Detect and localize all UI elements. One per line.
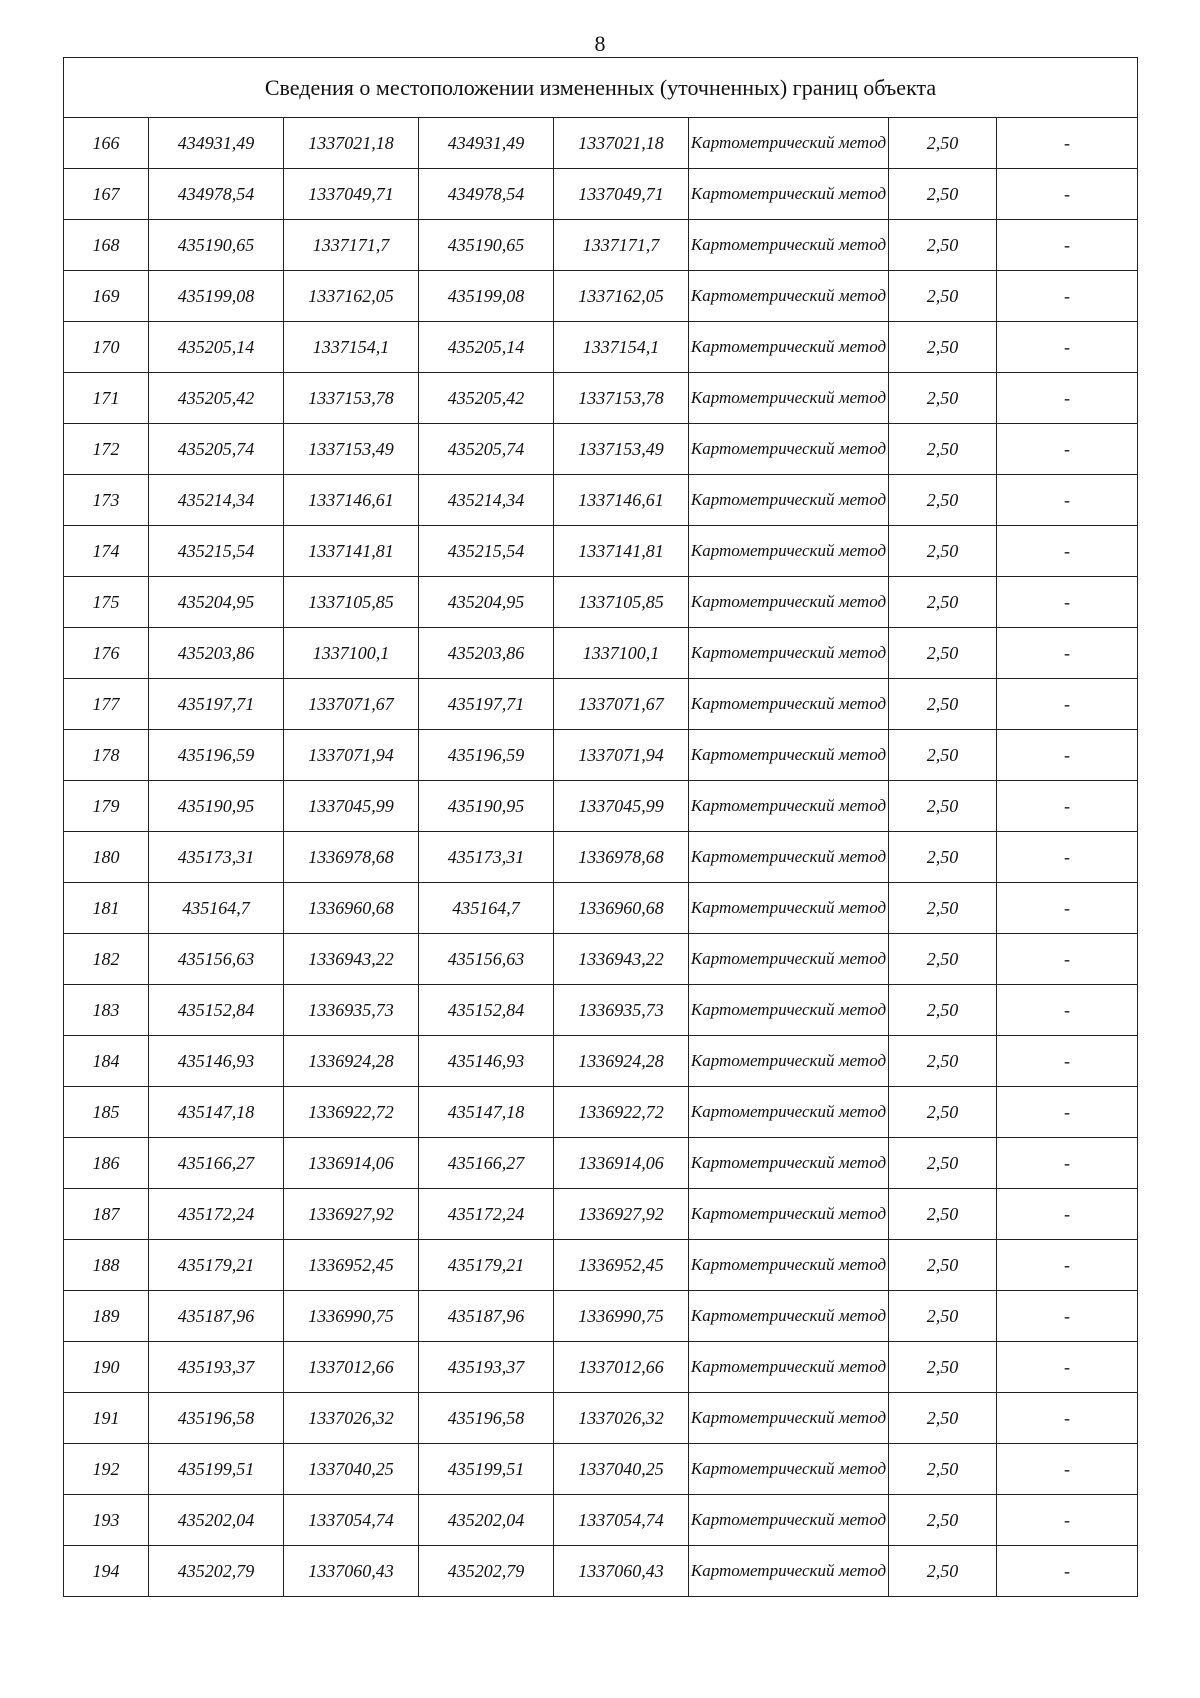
cell-method: Картометрический метод — [689, 475, 889, 526]
table-row — [64, 118, 1138, 169]
cell-x-new: 435199,51 — [419, 1444, 554, 1495]
cell-y-existing: 1336943,22 — [284, 934, 419, 985]
cell-x-existing: 435203,86 — [149, 628, 284, 679]
cell-y-existing: 1337045,99 — [284, 781, 419, 832]
cell-y-new: 1337171,7 — [554, 220, 689, 271]
cell-accuracy: 2,50 — [889, 1087, 997, 1138]
cell-y-new: 1336914,06 — [554, 1138, 689, 1189]
cell-x-existing: 435202,79 — [149, 1546, 284, 1597]
cell-point-number: 189 — [64, 1291, 149, 1342]
table-row — [64, 526, 1138, 577]
cell-y-existing: 1337154,1 — [284, 322, 419, 373]
cell-x-existing: 435173,31 — [149, 832, 284, 883]
cell-accuracy: 2,50 — [889, 1189, 997, 1240]
cell-point-number: 190 — [64, 1342, 149, 1393]
table-row — [64, 1393, 1138, 1444]
cell-method: Картометрический метод — [689, 1138, 889, 1189]
table-row — [64, 1342, 1138, 1393]
table-row — [64, 1291, 1138, 1342]
cell-y-existing: 1337153,49 — [284, 424, 419, 475]
cell-x-new: 435156,63 — [419, 934, 554, 985]
table-row — [64, 883, 1138, 934]
cell-description: - — [997, 1240, 1138, 1291]
table-row — [64, 1495, 1138, 1546]
cell-y-new: 1337071,94 — [554, 730, 689, 781]
cell-method: Картометрический метод — [689, 424, 889, 475]
cell-description: - — [997, 220, 1138, 271]
cell-description: - — [997, 1444, 1138, 1495]
cell-description: - — [997, 424, 1138, 475]
cell-accuracy: 2,50 — [889, 1342, 997, 1393]
table-row — [64, 1138, 1138, 1189]
table-row — [64, 1036, 1138, 1087]
cell-y-new: 1337146,61 — [554, 475, 689, 526]
cell-point-number: 171 — [64, 373, 149, 424]
cell-accuracy: 2,50 — [889, 883, 997, 934]
cell-x-existing: 435205,14 — [149, 322, 284, 373]
cell-x-new: 435166,27 — [419, 1138, 554, 1189]
table-row — [64, 628, 1138, 679]
cell-y-existing: 1337040,25 — [284, 1444, 419, 1495]
cell-x-new: 435173,31 — [419, 832, 554, 883]
cell-x-existing: 435147,18 — [149, 1087, 284, 1138]
cell-description: - — [997, 679, 1138, 730]
cell-y-new: 1337141,81 — [554, 526, 689, 577]
cell-method: Картометрический метод — [689, 271, 889, 322]
table-row — [64, 679, 1138, 730]
cell-y-existing: 1337054,74 — [284, 1495, 419, 1546]
cell-x-existing: 435164,7 — [149, 883, 284, 934]
cell-method: Картометрический метод — [689, 832, 889, 883]
page-number: 8 — [594, 31, 606, 56]
cell-x-new: 435190,65 — [419, 220, 554, 271]
cell-accuracy: 2,50 — [889, 577, 997, 628]
cell-point-number: 194 — [64, 1546, 149, 1597]
cell-y-existing: 1337171,7 — [284, 220, 419, 271]
table-title: Сведения о местоположении измененных (уточненных) границ объекта — [64, 58, 1138, 118]
cell-point-number: 166 — [64, 118, 149, 169]
cell-accuracy: 2,50 — [889, 1036, 997, 1087]
cell-description: - — [997, 118, 1138, 169]
table-row — [64, 985, 1138, 1036]
cell-description: - — [997, 1342, 1138, 1393]
cell-x-new: 435205,42 — [419, 373, 554, 424]
cell-y-new: 1337071,67 — [554, 679, 689, 730]
cell-method: Картометрический метод — [689, 169, 889, 220]
cell-y-new: 1337040,25 — [554, 1444, 689, 1495]
cell-x-existing: 435204,95 — [149, 577, 284, 628]
cell-point-number: 172 — [64, 424, 149, 475]
cell-y-new: 1336978,68 — [554, 832, 689, 883]
cell-point-number: 182 — [64, 934, 149, 985]
cell-point-number: 181 — [64, 883, 149, 934]
cell-x-existing: 435179,21 — [149, 1240, 284, 1291]
cell-point-number: 184 — [64, 1036, 149, 1087]
table-row — [64, 373, 1138, 424]
cell-y-new: 1337054,74 — [554, 1495, 689, 1546]
cell-y-new: 1336927,92 — [554, 1189, 689, 1240]
cell-method: Картометрический метод — [689, 934, 889, 985]
cell-method: Картометрический метод — [689, 526, 889, 577]
cell-x-existing: 435199,08 — [149, 271, 284, 322]
cell-y-new: 1336924,28 — [554, 1036, 689, 1087]
cell-x-existing: 435196,59 — [149, 730, 284, 781]
cell-y-new: 1337045,99 — [554, 781, 689, 832]
cell-description: - — [997, 526, 1138, 577]
cell-x-new: 435193,37 — [419, 1342, 554, 1393]
cell-x-existing: 435202,04 — [149, 1495, 284, 1546]
cell-point-number: 193 — [64, 1495, 149, 1546]
cell-point-number: 176 — [64, 628, 149, 679]
cell-y-new: 1337026,32 — [554, 1393, 689, 1444]
cell-y-existing: 1337105,85 — [284, 577, 419, 628]
cell-accuracy: 2,50 — [889, 1291, 997, 1342]
cell-y-new: 1336922,72 — [554, 1087, 689, 1138]
cell-y-existing: 1337012,66 — [284, 1342, 419, 1393]
cell-accuracy: 2,50 — [889, 271, 997, 322]
cell-point-number: 178 — [64, 730, 149, 781]
cell-y-existing: 1336978,68 — [284, 832, 419, 883]
cell-x-existing: 435146,93 — [149, 1036, 284, 1087]
cell-x-existing: 434978,54 — [149, 169, 284, 220]
cell-point-number: 185 — [64, 1087, 149, 1138]
cell-point-number: 168 — [64, 220, 149, 271]
cell-x-existing: 435199,51 — [149, 1444, 284, 1495]
table-row — [64, 1240, 1138, 1291]
cell-method: Картометрический метод — [689, 1291, 889, 1342]
cell-x-new: 435215,54 — [419, 526, 554, 577]
cell-description: - — [997, 169, 1138, 220]
cell-point-number: 169 — [64, 271, 149, 322]
cell-x-new: 435152,84 — [419, 985, 554, 1036]
cell-point-number: 187 — [64, 1189, 149, 1240]
cell-y-new: 1336943,22 — [554, 934, 689, 985]
cell-y-existing: 1337026,32 — [284, 1393, 419, 1444]
cell-accuracy: 2,50 — [889, 628, 997, 679]
cell-x-new: 435172,24 — [419, 1189, 554, 1240]
cell-x-new: 434931,49 — [419, 118, 554, 169]
cell-x-existing: 435152,84 — [149, 985, 284, 1036]
cell-method: Картометрический метод — [689, 679, 889, 730]
cell-x-existing: 435197,71 — [149, 679, 284, 730]
cell-y-existing: 1337153,78 — [284, 373, 419, 424]
cell-point-number: 191 — [64, 1393, 149, 1444]
cell-y-existing: 1337049,71 — [284, 169, 419, 220]
cell-x-existing: 435196,58 — [149, 1393, 284, 1444]
cell-accuracy: 2,50 — [889, 1138, 997, 1189]
cell-x-existing: 435205,74 — [149, 424, 284, 475]
cell-x-new: 435196,58 — [419, 1393, 554, 1444]
cell-y-new: 1337049,71 — [554, 169, 689, 220]
cell-point-number: 188 — [64, 1240, 149, 1291]
cell-point-number: 186 — [64, 1138, 149, 1189]
cell-description: - — [997, 1189, 1138, 1240]
cell-accuracy: 2,50 — [889, 526, 997, 577]
cell-y-new: 1337154,1 — [554, 322, 689, 373]
cell-x-existing: 435187,96 — [149, 1291, 284, 1342]
cell-method: Картометрический метод — [689, 628, 889, 679]
cell-accuracy: 2,50 — [889, 1444, 997, 1495]
cell-y-existing: 1337141,81 — [284, 526, 419, 577]
cell-y-new: 1336990,75 — [554, 1291, 689, 1342]
cell-y-new: 1337021,18 — [554, 118, 689, 169]
cell-method: Картометрический метод — [689, 118, 889, 169]
cell-method: Картометрический метод — [689, 883, 889, 934]
cell-description: - — [997, 730, 1138, 781]
cell-accuracy: 2,50 — [889, 1495, 997, 1546]
cell-method: Картометрический метод — [689, 985, 889, 1036]
cell-x-existing: 435166,27 — [149, 1138, 284, 1189]
cell-y-new: 1337012,66 — [554, 1342, 689, 1393]
cell-y-existing: 1336960,68 — [284, 883, 419, 934]
table-title-row — [64, 58, 1138, 118]
cell-point-number: 174 — [64, 526, 149, 577]
cell-description: - — [997, 373, 1138, 424]
cell-accuracy: 2,50 — [889, 373, 997, 424]
cell-accuracy: 2,50 — [889, 730, 997, 781]
cell-y-existing: 1336935,73 — [284, 985, 419, 1036]
cell-x-existing: 435190,65 — [149, 220, 284, 271]
cell-method: Картометрический метод — [689, 322, 889, 373]
cell-point-number: 175 — [64, 577, 149, 628]
cell-description: - — [997, 1393, 1138, 1444]
cell-accuracy: 2,50 — [889, 322, 997, 373]
cell-y-existing: 1337100,1 — [284, 628, 419, 679]
cell-point-number: 177 — [64, 679, 149, 730]
cell-y-new: 1336952,45 — [554, 1240, 689, 1291]
table-row — [64, 220, 1138, 271]
cell-accuracy: 2,50 — [889, 832, 997, 883]
table-row — [64, 169, 1138, 220]
cell-method: Картометрический метод — [689, 1342, 889, 1393]
table-row — [64, 781, 1138, 832]
table-row — [64, 934, 1138, 985]
cell-method: Картометрический метод — [689, 1189, 889, 1240]
cell-method: Картометрический метод — [689, 1036, 889, 1087]
cell-method: Картометрический метод — [689, 1087, 889, 1138]
cell-accuracy: 2,50 — [889, 1240, 997, 1291]
table-row — [64, 1087, 1138, 1138]
cell-x-existing: 435193,37 — [149, 1342, 284, 1393]
cell-x-new: 435190,95 — [419, 781, 554, 832]
cell-x-new: 435197,71 — [419, 679, 554, 730]
cell-description: - — [997, 577, 1138, 628]
cell-description: - — [997, 475, 1138, 526]
cell-accuracy: 2,50 — [889, 220, 997, 271]
cell-point-number: 167 — [64, 169, 149, 220]
cell-method: Картометрический метод — [689, 781, 889, 832]
cell-x-existing: 435156,63 — [149, 934, 284, 985]
cell-x-new: 435203,86 — [419, 628, 554, 679]
cell-y-new: 1337100,1 — [554, 628, 689, 679]
cell-y-new: 1336960,68 — [554, 883, 689, 934]
cell-accuracy: 2,50 — [889, 934, 997, 985]
cell-accuracy: 2,50 — [889, 1546, 997, 1597]
cell-description: - — [997, 322, 1138, 373]
cell-method: Картометрический метод — [689, 1393, 889, 1444]
cell-accuracy: 2,50 — [889, 169, 997, 220]
cell-accuracy: 2,50 — [889, 118, 997, 169]
cell-description: - — [997, 1138, 1138, 1189]
cell-x-new: 434978,54 — [419, 169, 554, 220]
cell-description: - — [997, 934, 1138, 985]
cell-method: Картометрический метод — [689, 1240, 889, 1291]
cell-x-new: 435204,95 — [419, 577, 554, 628]
cell-y-existing: 1336914,06 — [284, 1138, 419, 1189]
cell-x-new: 435199,08 — [419, 271, 554, 322]
cell-x-new: 435202,79 — [419, 1546, 554, 1597]
cell-x-existing: 434931,49 — [149, 118, 284, 169]
cell-accuracy: 2,50 — [889, 424, 997, 475]
cell-description: - — [997, 1036, 1138, 1087]
cell-accuracy: 2,50 — [889, 781, 997, 832]
cell-description: - — [997, 832, 1138, 883]
cell-x-new: 435214,34 — [419, 475, 554, 526]
cell-y-existing: 1337146,61 — [284, 475, 419, 526]
cell-x-new: 435146,93 — [419, 1036, 554, 1087]
cell-x-existing: 435172,24 — [149, 1189, 284, 1240]
cell-x-existing: 435190,95 — [149, 781, 284, 832]
cell-x-existing: 435205,42 — [149, 373, 284, 424]
cell-point-number: 183 — [64, 985, 149, 1036]
cell-description: - — [997, 1546, 1138, 1597]
cell-method: Картометрический метод — [689, 1546, 889, 1597]
cell-y-new: 1337153,78 — [554, 373, 689, 424]
cell-x-new: 435205,14 — [419, 322, 554, 373]
cell-x-existing: 435214,34 — [149, 475, 284, 526]
cell-description: - — [997, 271, 1138, 322]
cell-accuracy: 2,50 — [889, 475, 997, 526]
cell-description: - — [997, 1495, 1138, 1546]
cell-accuracy: 2,50 — [889, 985, 997, 1036]
cell-method: Картометрический метод — [689, 1444, 889, 1495]
cell-accuracy: 2,50 — [889, 679, 997, 730]
table-row — [64, 475, 1138, 526]
cell-point-number: 180 — [64, 832, 149, 883]
cell-method: Картометрический метод — [689, 220, 889, 271]
cell-description: - — [997, 1291, 1138, 1342]
cell-point-number: 173 — [64, 475, 149, 526]
cell-x-new: 435147,18 — [419, 1087, 554, 1138]
boundary-coordinates-table — [63, 57, 1138, 1597]
table-row — [64, 424, 1138, 475]
cell-description: - — [997, 985, 1138, 1036]
cell-y-new: 1337060,43 — [554, 1546, 689, 1597]
cell-x-new: 435205,74 — [419, 424, 554, 475]
cell-description: - — [997, 628, 1138, 679]
table-row — [64, 1546, 1138, 1597]
cell-method: Картометрический метод — [689, 730, 889, 781]
cell-y-new: 1337153,49 — [554, 424, 689, 475]
cell-description: - — [997, 1087, 1138, 1138]
cell-y-existing: 1337162,05 — [284, 271, 419, 322]
table-row — [64, 1444, 1138, 1495]
cell-y-existing: 1337071,94 — [284, 730, 419, 781]
cell-x-new: 435202,04 — [419, 1495, 554, 1546]
cell-x-existing: 435215,54 — [149, 526, 284, 577]
cell-x-new: 435196,59 — [419, 730, 554, 781]
cell-y-existing: 1337060,43 — [284, 1546, 419, 1597]
cell-y-existing: 1336927,92 — [284, 1189, 419, 1240]
cell-y-existing: 1336922,72 — [284, 1087, 419, 1138]
cell-x-new: 435179,21 — [419, 1240, 554, 1291]
table-row — [64, 271, 1138, 322]
cell-method: Картометрический метод — [689, 373, 889, 424]
cell-description: - — [997, 781, 1138, 832]
table-row — [64, 730, 1138, 781]
cell-point-number: 179 — [64, 781, 149, 832]
cell-y-existing: 1337071,67 — [284, 679, 419, 730]
table-row — [64, 832, 1138, 883]
cell-y-new: 1336935,73 — [554, 985, 689, 1036]
cell-y-existing: 1337021,18 — [284, 118, 419, 169]
cell-point-number: 170 — [64, 322, 149, 373]
cell-y-existing: 1336990,75 — [284, 1291, 419, 1342]
cell-x-new: 435164,7 — [419, 883, 554, 934]
cell-y-new: 1337105,85 — [554, 577, 689, 628]
table-row — [64, 322, 1138, 373]
cell-y-new: 1337162,05 — [554, 271, 689, 322]
table-row — [64, 577, 1138, 628]
cell-accuracy: 2,50 — [889, 1393, 997, 1444]
cell-method: Картометрический метод — [689, 577, 889, 628]
cell-y-existing: 1336952,45 — [284, 1240, 419, 1291]
table-row — [64, 1189, 1138, 1240]
cell-point-number: 192 — [64, 1444, 149, 1495]
cell-description: - — [997, 883, 1138, 934]
cell-method: Картометрический метод — [689, 1495, 889, 1546]
cell-x-new: 435187,96 — [419, 1291, 554, 1342]
cell-y-existing: 1336924,28 — [284, 1036, 419, 1087]
